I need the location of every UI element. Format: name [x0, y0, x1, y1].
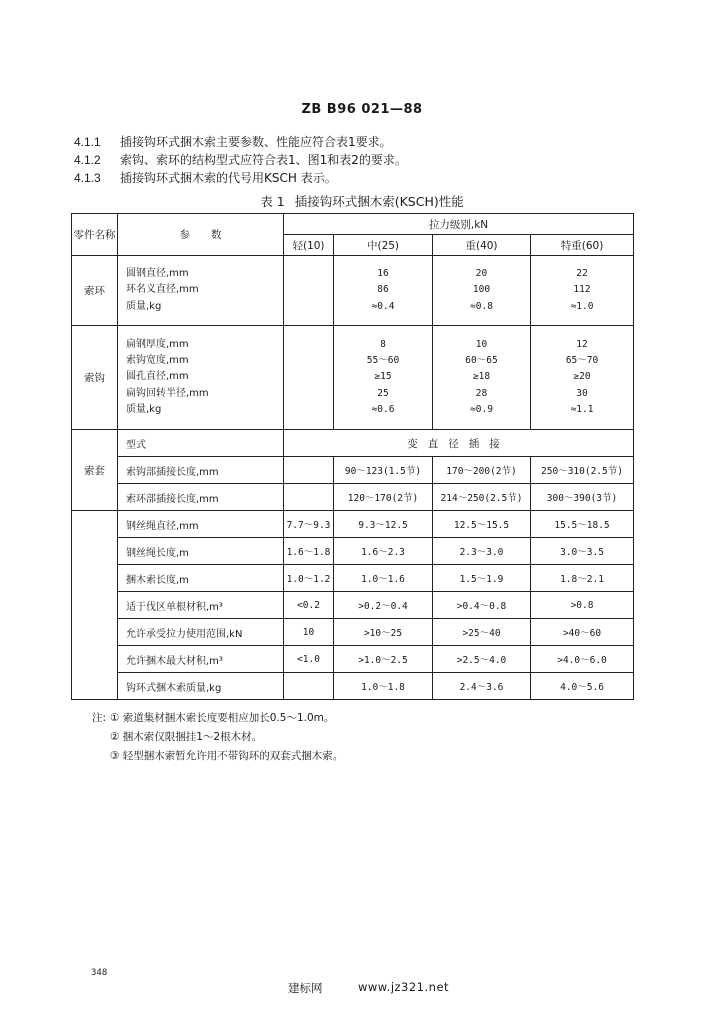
header-param: 参 数 [118, 214, 284, 256]
table-cell: 120～170(2节) [334, 484, 433, 511]
table-cell: ≈1.0 [570, 300, 594, 312]
table-cell: 10 [475, 338, 488, 350]
ring-light-values [284, 256, 334, 326]
table-cell: 250～310(2.5节) [531, 457, 634, 484]
table-cell: 1.0～1.8 [334, 673, 433, 700]
table-cell: 65～70 [565, 355, 599, 367]
table-cell: 112 [573, 284, 591, 296]
note-text: ② 捆木索仅限捆挂1～2根木材。 [110, 731, 263, 743]
sleeve-ring-splice-row [72, 484, 634, 511]
table-cell: ≥18 [472, 371, 491, 383]
param-label: 索钩部插接长度,mm [118, 457, 284, 484]
table-cell: >2.5～4.0 [433, 646, 531, 673]
param-label: 允许承受拉力使用范围,kN [118, 619, 284, 646]
param-label: 质量,kg [126, 300, 162, 312]
table-cell: 1.6～2.3 [334, 538, 433, 565]
param-label: 型式 [118, 430, 284, 457]
table-cell: ≈0.4 [371, 300, 395, 312]
part-name-hook: 索钩 [72, 326, 118, 430]
note-item [92, 728, 343, 747]
header-grade-heavy: 重(40) [433, 235, 531, 256]
header-part-name: 零件名称 [72, 214, 118, 256]
table-cell: 7.7～9.3 [284, 511, 334, 538]
part-name-empty [72, 511, 118, 700]
param-label: 适于伐区单根材积,m³ [118, 592, 284, 619]
table-number: 表 1 [260, 194, 285, 209]
table-cell: 1.8～2.1 [531, 565, 634, 592]
table-cell: ≥20 [573, 371, 591, 383]
table-cell: 4.0～5.6 [531, 673, 634, 700]
param-label: 索环部插接长度,mm [118, 484, 284, 511]
part-name-sleeve: 索套 [72, 430, 118, 511]
sleeve-type-row [72, 430, 634, 457]
header-grade-extra-heavy: 特重(60) [531, 235, 634, 256]
table-cell: 10 [284, 619, 334, 646]
table-cell: 170～200(2节) [433, 457, 531, 484]
table-cell: 300～390(3节) [531, 484, 634, 511]
note-text: ① 索道集材捆木索长度要相应加长0.5～1.0m。 [110, 712, 335, 724]
notes-label: 注: [92, 712, 107, 724]
hook-heavy-values [433, 326, 531, 430]
footer-site-name: 建标网 [288, 981, 323, 995]
table-cell: 100 [472, 284, 491, 296]
table-cell: 12.5～15.5 [433, 511, 531, 538]
general-row [72, 511, 634, 538]
sleeve-hook-splice-row [72, 457, 634, 484]
hook-params [118, 326, 284, 430]
clause-number: 4.1.3 [74, 171, 101, 185]
table-caption [0, 192, 724, 210]
param-label: 质量,kg [126, 403, 162, 415]
param-label: 钩环式捆木索质量,kg [118, 673, 284, 700]
clause-4-1-1 [74, 133, 407, 151]
table-cell: ≈1.1 [570, 403, 594, 415]
table-cell: 20 [475, 268, 488, 280]
sleeve-type-value: 变直径插接 [284, 430, 634, 457]
param-label: 扁钢厚度,mm [126, 338, 189, 350]
note-text: ③ 轻型捆木索暂允许用不带钩环的双套式捆木索。 [110, 750, 344, 762]
param-label: 捆木索长度,m [118, 565, 284, 592]
header-grade-light: 轻(10) [284, 235, 334, 256]
ring-medium-values [334, 256, 433, 326]
table-cell: >4.0～6.0 [531, 646, 634, 673]
table-cell: >25～40 [433, 619, 531, 646]
table-title: 插接钩环式捆木索(KSCH)性能 [294, 194, 464, 209]
general-row [72, 592, 634, 619]
table-cell: 60～65 [465, 355, 498, 367]
table-cell: 8 [380, 338, 386, 350]
clause-text: 插接钩环式捆木索的代号用KSCH 表示。 [120, 171, 337, 185]
table-cell [284, 457, 334, 484]
hook-group-row [72, 326, 634, 430]
table-cell: >1.0～2.5 [334, 646, 433, 673]
table-cell: 214～250(2.5节) [433, 484, 531, 511]
table-cell: 25 [377, 387, 389, 399]
table-cell: 86 [377, 284, 389, 296]
table-cell: 15.5～18.5 [531, 511, 634, 538]
header-grade-medium: 中(25) [334, 235, 433, 256]
clause-4-1-2 [74, 151, 407, 169]
clause-text: 插接钩环式捆木索主要参数、性能应符合表1要求。 [120, 135, 392, 149]
hook-extra-heavy-values [531, 326, 634, 430]
table-cell: 12 [576, 338, 588, 350]
clauses-section [74, 133, 407, 187]
table-cell: 28 [475, 387, 488, 399]
general-row [72, 646, 634, 673]
hook-light-values [284, 326, 334, 430]
table-cell: >10～25 [334, 619, 433, 646]
ring-params [118, 256, 284, 326]
param-label: 环名义直径,mm [126, 284, 199, 296]
ring-extra-heavy-values [531, 256, 634, 326]
header-force-grade: 拉力级别,kN [284, 214, 634, 235]
clause-4-1-3 [74, 169, 407, 187]
performance-table [71, 213, 634, 700]
part-name-ring: 索环 [72, 256, 118, 326]
table-cell: 3.0～3.5 [531, 538, 634, 565]
table-cell: 55～60 [366, 355, 400, 367]
param-label: 允许捆木最大材积,m³ [118, 646, 284, 673]
table-cell: <0.2 [284, 592, 334, 619]
table-cell: >0.8 [531, 592, 634, 619]
hook-medium-values [334, 326, 433, 430]
note-item [92, 747, 343, 766]
param-label: 钢丝绳直径,mm [118, 511, 284, 538]
clause-text: 索钩、索环的结构型式应符合表1、图1和表2的要求。 [120, 153, 407, 167]
clause-number: 4.1.1 [74, 135, 101, 149]
param-label: 圆钢直径,mm [126, 268, 189, 280]
table-notes [92, 709, 343, 766]
table-cell: 16 [377, 268, 389, 280]
table-cell: ≈0.6 [371, 403, 395, 415]
table-cell: 1.5～1.9 [433, 565, 531, 592]
general-row [72, 673, 634, 700]
general-row [72, 565, 634, 592]
table-cell: 22 [576, 268, 588, 280]
general-row [72, 538, 634, 565]
standard-code: ZB B96 021—88 [301, 102, 423, 117]
param-label: 扁钩回转半径,mm [126, 387, 209, 399]
table-cell: <1.0 [284, 646, 334, 673]
page-number: 348 [91, 968, 108, 978]
general-row [72, 619, 634, 646]
table-cell: 1.0～1.2 [284, 565, 334, 592]
table-cell: 9.3～12.5 [334, 511, 433, 538]
header-row-1 [72, 214, 634, 235]
table-cell: 1.0～1.6 [334, 565, 433, 592]
param-label: 钢丝绳长度,m [118, 538, 284, 565]
param-label: 圆孔直径,mm [126, 371, 189, 383]
table-cell: ≥15 [374, 371, 392, 383]
table-cell: >40～60 [531, 619, 634, 646]
table-cell: 2.3～3.0 [433, 538, 531, 565]
table-cell: 90～123(1.5节) [334, 457, 433, 484]
ring-group-row [72, 256, 634, 326]
table-cell: 1.6～1.8 [284, 538, 334, 565]
table-cell: >0.2～0.4 [334, 592, 433, 619]
table-cell: ≈0.8 [470, 300, 493, 312]
table-cell: >0.4～0.8 [433, 592, 531, 619]
param-label: 索钩宽度,mm [126, 355, 189, 367]
table-cell [284, 484, 334, 511]
note-item [92, 709, 343, 728]
footer-site-url[interactable]: www.jz321.net [358, 980, 450, 994]
table-cell [284, 673, 334, 700]
table-cell: ≈0.9 [470, 403, 493, 415]
table-cell: 30 [576, 387, 588, 399]
table-cell: 2.4～3.6 [433, 673, 531, 700]
clause-number: 4.1.2 [74, 153, 101, 167]
ring-heavy-values [433, 256, 531, 326]
